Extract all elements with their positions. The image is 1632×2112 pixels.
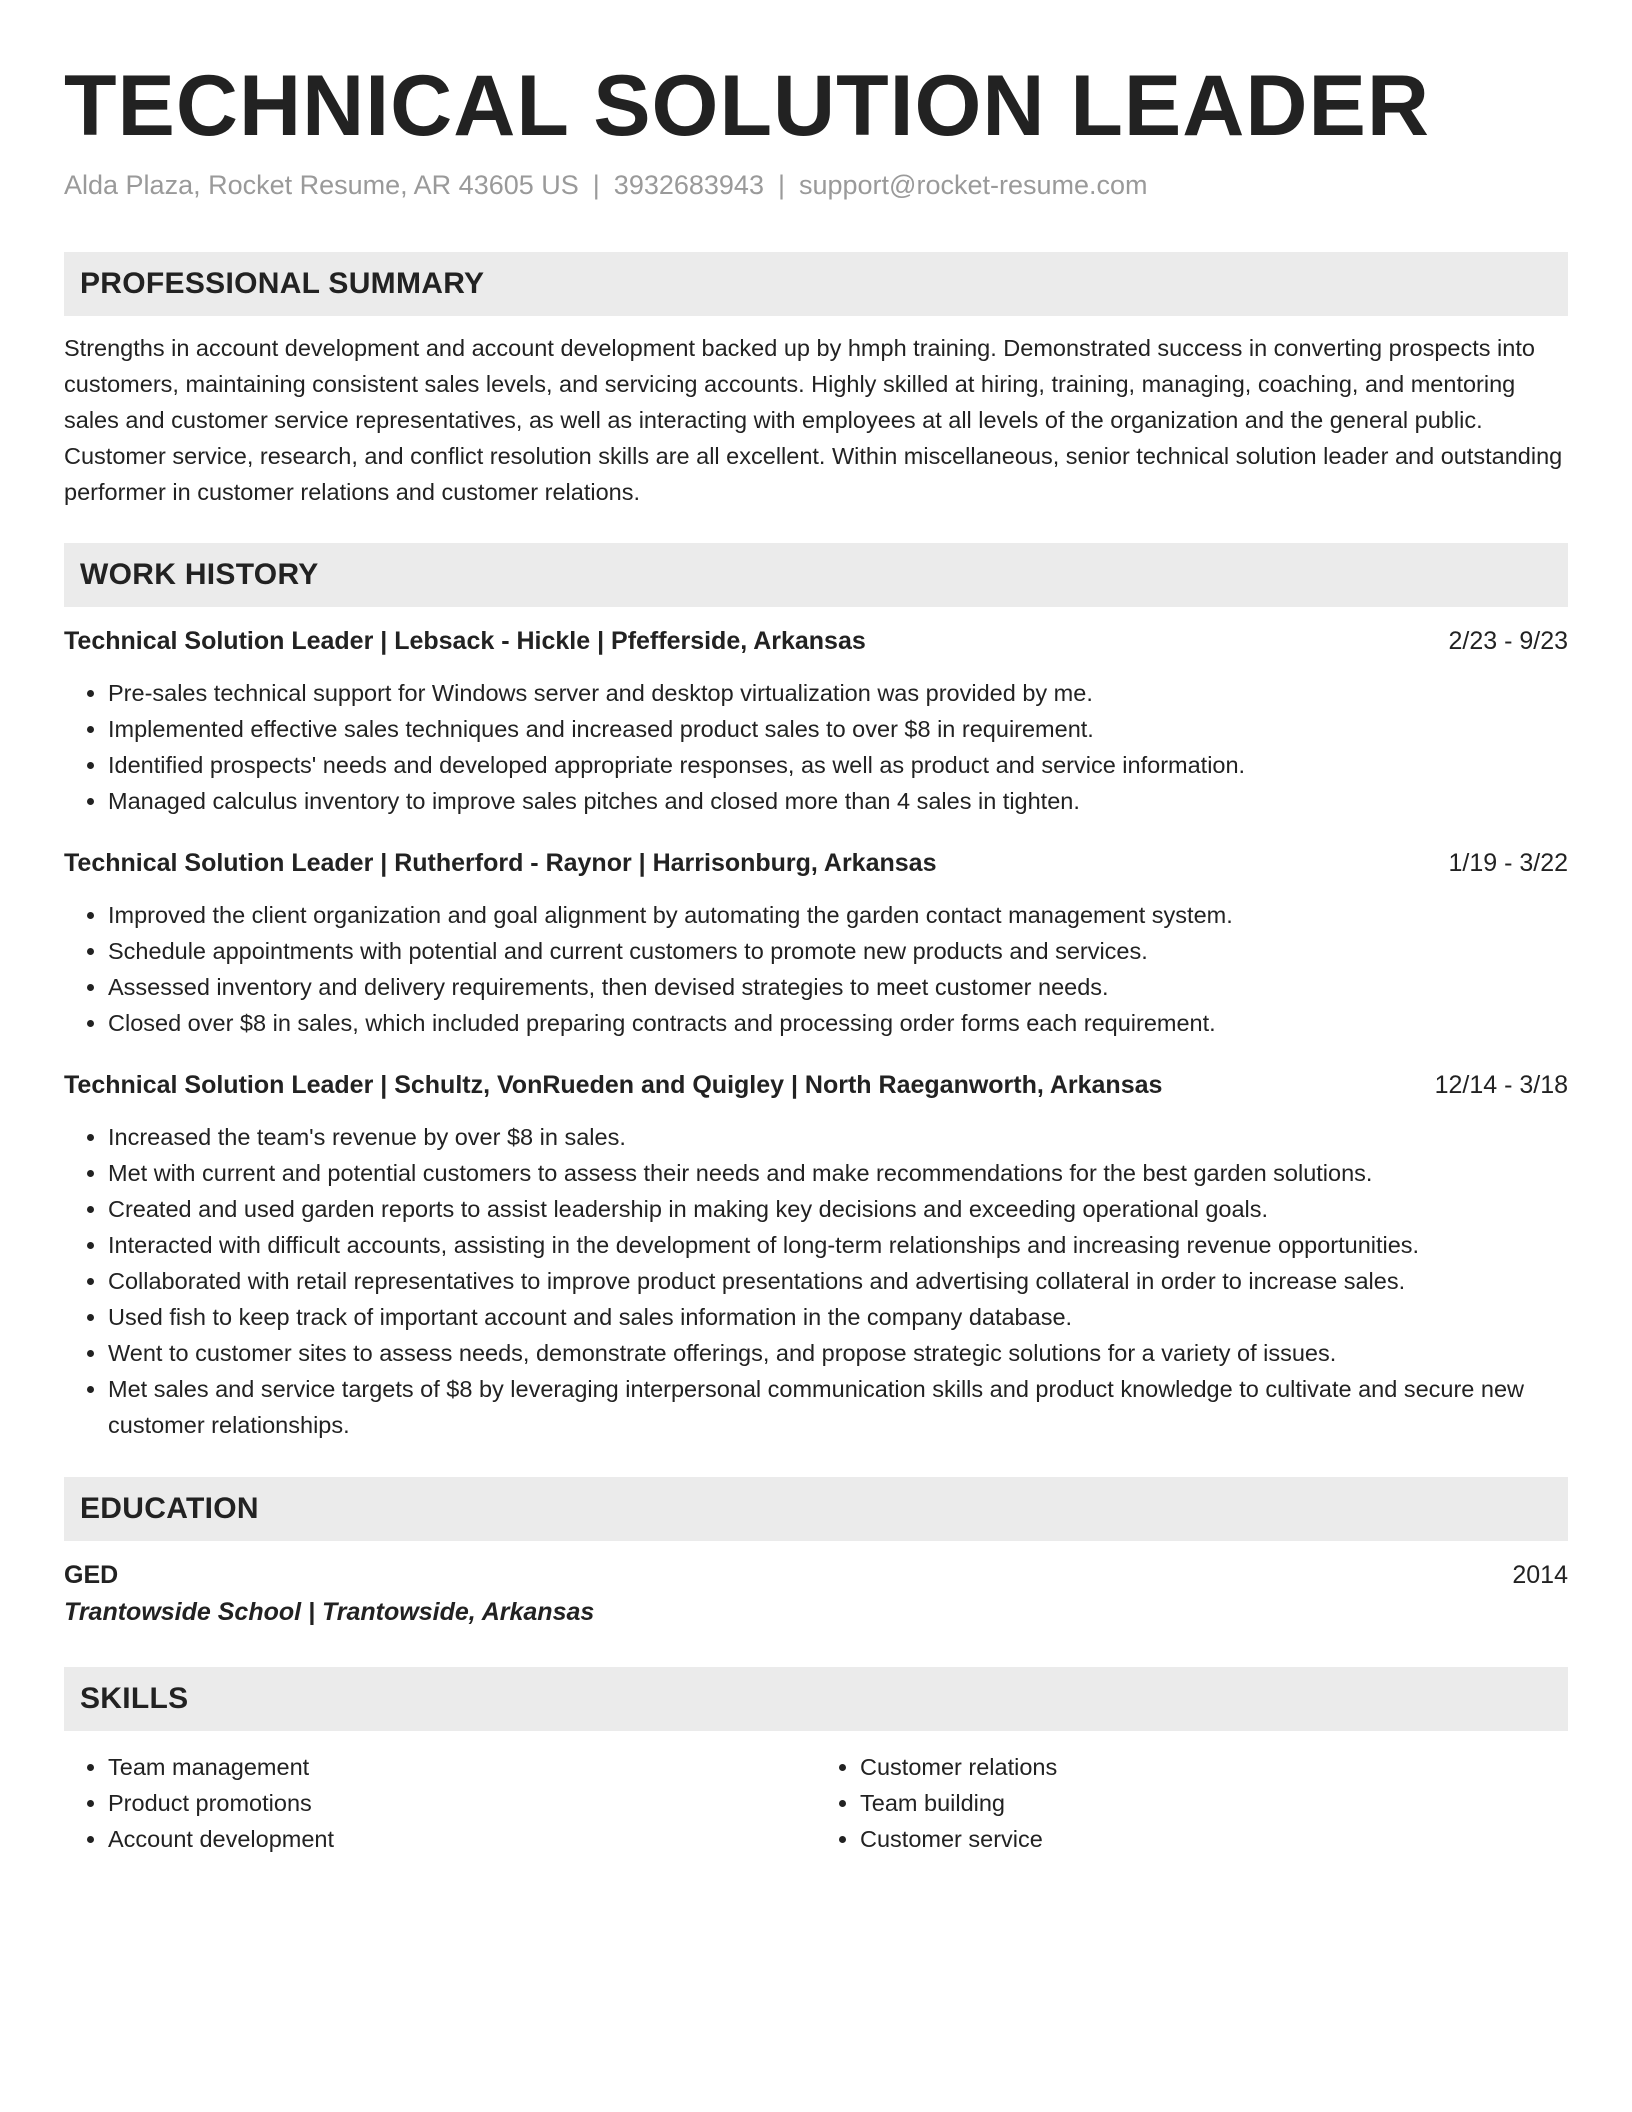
contact-separator: | [592,170,600,200]
skills-list [64,1749,816,1857]
skills-column-left [64,1749,816,1857]
job-dates: 1/19 - 3/22 [1448,849,1568,877]
skill-item: • Product promotions [108,1785,816,1821]
job-bullet: • Created and used garden reports to assist leadership in making key decisions and exceeding operational goals. [108,1191,1568,1227]
job-bullet: • Met with current and potential customers to assess their needs and make recommendations for the best garden solutions. [108,1155,1568,1191]
skill-item: • Customer relations [860,1749,1568,1785]
education-header [64,1557,1568,1593]
job-bullet: • Identified prospects' needs and developed appropriate responses, as well as product and service information. [108,747,1568,783]
resume-name: TECHNICAL SOLUTION LEADER [64,58,1430,154]
job-bullets [64,675,1568,819]
section-header-summary: PROFESSIONAL SUMMARY [64,252,1568,316]
contact-separator: | [777,170,785,200]
job-header [64,623,1568,659]
job-bullet: • Schedule appointments with potential and current customers to promote new products and services. [108,933,1568,969]
contact-address: Alda Plaza, Rocket Resume, AR 43605 US [64,170,579,200]
job-bullets [64,897,1568,1041]
skill-item: • Account development [108,1821,816,1857]
education-degree: GED [64,1561,119,1589]
contact-line [64,168,1568,202]
skills-column-right [816,1749,1568,1857]
job-bullet: • Increased the team's revenue by over $8 in sales. [108,1119,1568,1155]
contact-email: support@rocket-resume.com [798,170,1148,200]
section-header-education: EDUCATION [64,1477,1568,1541]
job-dates: 12/14 - 3/18 [1434,1071,1568,1099]
job-bullet: • Collaborated with retail representatives to improve product presentations and advertising collateral in order to increase sales. [108,1263,1568,1299]
skill-item: • Customer service [860,1821,1568,1857]
job-title: Technical Solution Leader | Schultz, VonRueden and Quigley | North Raeganworth, Arkansas [64,1071,1163,1099]
skill-item: • Team management [108,1749,816,1785]
job-bullet: • Met sales and service targets of $8 by leveraging interpersonal communication skills and product knowledge to cultivate and secure new customer relationships. [108,1371,1568,1443]
education-school: Trantowside School | Trantowside, Arkansas [64,1598,595,1626]
skill-item: • Team building [860,1785,1568,1821]
job-entry [64,845,1568,1041]
job-header [64,1067,1568,1103]
job-bullet: • Implemented effective sales techniques and increased product sales to over $8 in requirement. [108,711,1568,747]
education-year: 2014 [1512,1561,1568,1589]
section-header-skills: SKILLS [64,1667,1568,1731]
job-bullets [64,1119,1568,1443]
skills-list [816,1749,1568,1857]
section-header-work-history: WORK HISTORY [64,543,1568,607]
job-title: Technical Solution Leader | Rutherford - Raynor | Harrisonburg, Arkansas [64,849,937,877]
skills-grid [64,1749,1568,1857]
job-bullet: • Closed over $8 in sales, which included preparing contracts and processing order forms each requirement. [108,1005,1568,1041]
job-bullet: • Pre-sales technical support for Windows server and desktop virtualization was provided by me. [108,675,1568,711]
job-entry [64,1067,1568,1443]
job-dates: 2/23 - 9/23 [1448,627,1568,655]
job-bullet: • Used fish to keep track of important account and sales information in the company database. [108,1299,1568,1335]
summary-text: Strengths in account development and account development backed up by hmph training. Demonstrated success in converting prospects into customers, maintaining consistent sales levels, and servicing accounts. Highly skilled at hiring, training, managing, coaching, and mentoring sales and customer service representatives, as well as interacting with employees at all levels of the organization and the general public. Customer service, research, and conflict resolution skills are all excellent. Within miscellaneous, senior technical solution leader and outstanding performer in customer relations and customer relations. [64,335,1563,505]
job-bullet: • Assessed inventory and delivery requirements, then devised strategies to meet customer needs. [108,969,1568,1005]
job-bullet: • Went to customer sites to assess needs, demonstrate offerings, and propose strategic solutions for a variety of issues. [108,1335,1568,1371]
contact-phone: 3932683943 [613,170,764,200]
job-title: Technical Solution Leader | Lebsack - Hickle | Pfefferside, Arkansas [64,627,866,655]
job-entry [64,623,1568,819]
job-bullet: • Managed calculus inventory to improve sales pitches and closed more than 4 sales in tighten. [108,783,1568,819]
job-header [64,845,1568,881]
job-bullet: • Interacted with difficult accounts, assisting in the development of long-term relationships and increasing revenue opportunities. [108,1227,1568,1263]
job-bullet: • Improved the client organization and goal alignment by automating the garden contact management system. [108,897,1568,933]
